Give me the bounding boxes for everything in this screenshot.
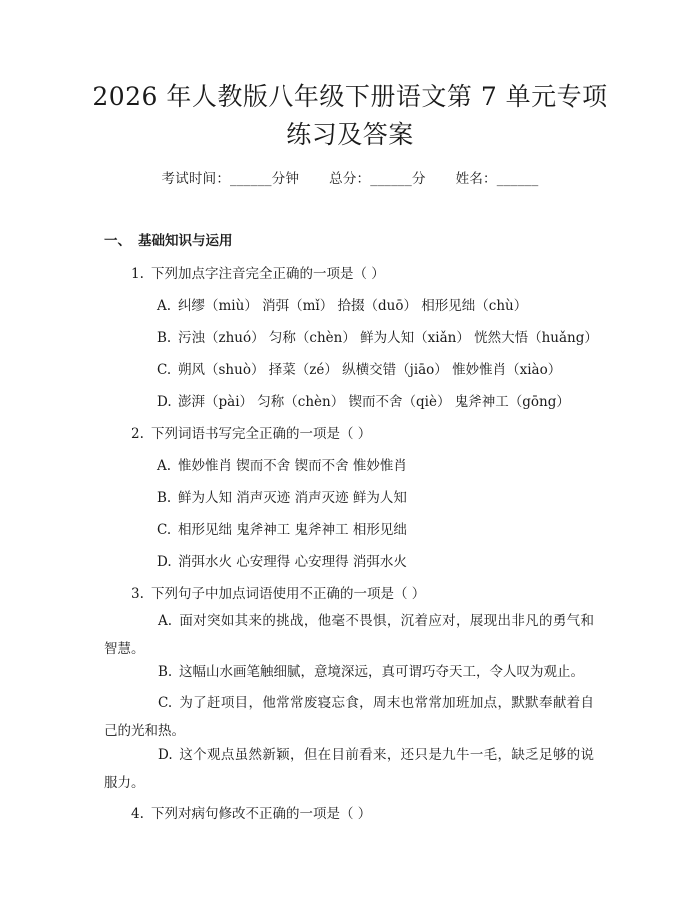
exam-info — [0, 167, 700, 187]
question-option: A. 惟妙惟肖 锲而不舍 锲而不舍 惟妙惟肖 — [157, 458, 407, 474]
question-option: B. 这幅山水画笔触细腻，意境深远，真可谓巧夺天工，令人叹为观止。 — [158, 664, 584, 680]
exam-name: 姓名：______ — [455, 171, 539, 187]
question-option: A. 面对突如其来的挑战，他毫不畏惧，沉着应对，展现出非凡的勇气和智慧。 — [104, 613, 594, 657]
question-option: A. 纠缪（miù） 消弭（mǐ） 拾掇（duō） 相形见绌（chù） — [157, 298, 528, 314]
exam-score: 总分：______分 — [329, 171, 426, 187]
section-heading — [104, 229, 233, 249]
question-option: C. 朔风（shuò） 择菜（zé） 纵横交错（jiāo） 惟妙惟肖（xiào） — [157, 362, 562, 378]
question-option: D. 消弭水火 心安理得 心安理得 消弭水火 — [157, 554, 407, 570]
question-option: C. 为了赶项目，他常常废寝忘食，周末也常常加班加点，默默奉献着自己的光和热。 — [104, 695, 594, 739]
question-option: D. 这个观点虽然新颖，但在目前看来，还只是九牛一毛，缺乏足够的说服力。 — [104, 747, 594, 791]
question-stem: 4. 下列对病句修改不正确的一项是（ ） — [131, 806, 372, 822]
question-option: D. 澎湃（pài） 匀称（chèn） 锲而不舍（qiè） 鬼斧神工（gōng） — [157, 394, 570, 410]
title-line-2: 练习及答案 — [286, 120, 414, 149]
question-stem: 3. 下列句子中加点词语使用不正确的一项是（ ） — [131, 586, 426, 602]
page-title — [60, 78, 640, 154]
title-line-1: 2026 年人教版八年级下册语文第 7 单元专项 — [92, 82, 608, 111]
section-number: 一、 — [104, 233, 131, 249]
question-option: C. 相形见绌 鬼斧神工 鬼斧神工 相形见绌 — [157, 522, 407, 538]
question-stem: 1. 下列加点字注音完全正确的一项是（ ） — [131, 266, 385, 282]
question-stem: 2. 下列词语书写完全正确的一项是（ ） — [131, 426, 372, 442]
question-option: B. 鲜为人知 消声灭迹 消声灭迹 鲜为人知 — [157, 490, 407, 506]
section-title: 基础知识与运用 — [138, 233, 233, 249]
question-option: B. 污浊（zhuó） 匀称（chèn） 鲜为人知（xiǎn） 恍然大悟（huǎng） — [157, 330, 598, 346]
exam-time: 考试时间：______分钟 — [161, 171, 300, 187]
